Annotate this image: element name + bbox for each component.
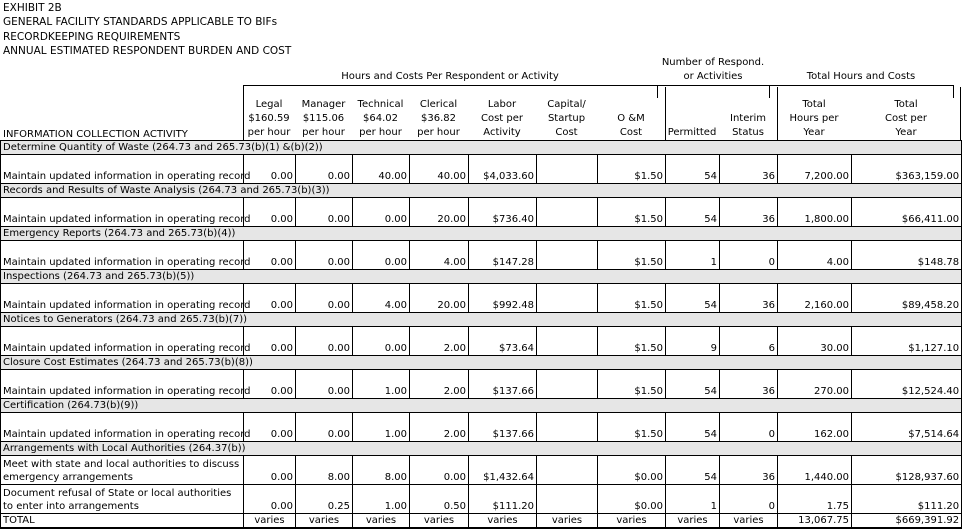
column-divider	[960, 87, 961, 141]
table-cell: $1,432.64	[469, 456, 537, 485]
table-cell: 0.00	[353, 241, 410, 270]
column-header-line: Total	[894, 99, 918, 110]
section-row	[1, 227, 962, 241]
table-cell	[537, 241, 598, 270]
column-header-line: Cost per	[480, 113, 524, 124]
column-header-line: $115.06	[302, 113, 345, 124]
table-cell: 36	[720, 155, 778, 184]
table-row	[1, 327, 962, 356]
table-cell: $669,391.92	[852, 514, 962, 529]
column-header	[665, 126, 719, 140]
column-header-line: Cost	[555, 127, 578, 138]
table-cell: 0.00	[296, 198, 353, 227]
section-row	[1, 270, 962, 284]
table-cell: 0.00	[244, 456, 296, 485]
table-cell: 0.00	[296, 241, 353, 270]
table-cell: $66,411.00	[852, 198, 962, 227]
table-cell: 0	[720, 241, 778, 270]
column-header-line: Startup	[547, 113, 586, 124]
column-header-line: Manager	[301, 99, 346, 110]
activity-label: Maintain updated information in operating record	[1, 155, 244, 184]
section-label: Records and Results of Waste Analysis (264.73 and 265.73(b)(3))	[1, 184, 962, 198]
table-cell: 0	[720, 413, 778, 442]
table-cell: $1.50	[598, 413, 666, 442]
table-cell: 162.00	[778, 413, 852, 442]
table-cell: 0.00	[296, 327, 353, 356]
table-cell: $148.78	[852, 241, 962, 270]
table-cell: 9	[666, 327, 720, 356]
table-cell: $363,159.00	[852, 155, 962, 184]
column-header-line: Legal	[255, 99, 283, 110]
table-cell: 0.00	[296, 155, 353, 184]
column-header-line: Capital/	[547, 99, 586, 110]
table-cell: 0.00	[244, 370, 296, 399]
table-cell: 1.00	[353, 370, 410, 399]
column-header-line: Interim	[730, 113, 766, 124]
table-cell: 8.00	[296, 456, 353, 485]
exhibit-subtitle-2: RECORDKEEPING REQUIREMENTS	[3, 30, 181, 43]
table-cell: 0.00	[244, 327, 296, 356]
table-row	[1, 198, 962, 227]
table-cell: 0.25	[296, 485, 353, 514]
column-divider	[665, 87, 666, 141]
table-cell: 20.00	[410, 198, 469, 227]
table-cell	[537, 370, 598, 399]
column-header	[409, 98, 468, 140]
group-header-totals: Total Hours and Costs	[806, 71, 916, 82]
column-header-line: Labor	[487, 99, 517, 110]
table-row	[1, 370, 962, 399]
table-cell: $736.40	[469, 198, 537, 227]
table-cell: 40.00	[353, 155, 410, 184]
section-row	[1, 141, 962, 155]
column-header-line: Clerical	[419, 99, 458, 110]
group-bracket-totals	[769, 85, 954, 98]
table-cell: 54	[666, 370, 720, 399]
column-header	[536, 98, 597, 140]
table-cell: $111.20	[469, 485, 537, 514]
activity-label: Maintain updated information in operating record	[1, 370, 244, 399]
table-cell	[537, 155, 598, 184]
table-cell: varies	[244, 514, 296, 529]
table-cell: $89,458.20	[852, 284, 962, 313]
table-cell: varies	[720, 514, 778, 529]
table-cell: 2,160.00	[778, 284, 852, 313]
column-header-line: per hour	[302, 127, 345, 138]
total-row	[1, 514, 962, 529]
column-header	[468, 98, 536, 140]
table-cell: 4.00	[778, 241, 852, 270]
column-header-line: Technical	[357, 99, 404, 110]
exhibit-title: EXHIBIT 2B	[3, 2, 62, 14]
table-cell: $992.48	[469, 284, 537, 313]
table-cell	[537, 284, 598, 313]
activity-label: Document refusal of State or local authorities to enter into arrangements	[1, 485, 244, 514]
table-cell: $0.00	[598, 456, 666, 485]
activity-label: TOTAL	[1, 514, 244, 529]
table-cell: $1.50	[598, 155, 666, 184]
column-header-line: Permitted	[667, 127, 717, 138]
table-cell: 0.00	[244, 284, 296, 313]
group-header-number-line2: or Activities	[683, 71, 743, 82]
table-row	[1, 413, 962, 442]
table-cell: $1,127.10	[852, 327, 962, 356]
section-row	[1, 356, 962, 370]
table-cell: 1	[666, 241, 720, 270]
table-cell: 1.00	[353, 485, 410, 514]
table-cell: 54	[666, 456, 720, 485]
column-header-line: Total	[802, 99, 826, 110]
group-header-hours-costs: Hours and Costs Per Respondent or Activity	[341, 71, 559, 82]
table-cell: 0.50	[410, 485, 469, 514]
table-cell: varies	[353, 514, 410, 529]
column-header-line: per hour	[247, 127, 291, 138]
table-cell: 54	[666, 198, 720, 227]
column-header-line: $160.59	[248, 113, 290, 124]
table-cell: 0.00	[353, 327, 410, 356]
table-cell: $4,033.60	[469, 155, 537, 184]
table-cell: 54	[666, 413, 720, 442]
table-row	[1, 241, 962, 270]
table-cell: 7,200.00	[778, 155, 852, 184]
table-cell: 0.00	[296, 370, 353, 399]
activity-label: Maintain updated information in operating record	[1, 284, 244, 313]
column-header-line: per hour	[359, 127, 402, 138]
table-cell: 4.00	[410, 241, 469, 270]
table-cell	[537, 413, 598, 442]
table-cell: 0.00	[244, 155, 296, 184]
section-label: Inspections (264.73 and 265.73(b)(5))	[1, 270, 962, 284]
table-cell: 13,067.75	[778, 514, 852, 529]
table-cell: $137.66	[469, 413, 537, 442]
table-cell: $1.50	[598, 370, 666, 399]
table-cell: 0.00	[244, 413, 296, 442]
table-cell: $111.20	[852, 485, 962, 514]
table-row	[1, 485, 962, 514]
column-header-line: $36.82	[421, 113, 456, 124]
table-cell: 1,800.00	[778, 198, 852, 227]
column-header	[295, 98, 352, 140]
table-cell: $1.50	[598, 327, 666, 356]
table-cell: 270.00	[778, 370, 852, 399]
table-cell: 0.00	[410, 456, 469, 485]
table-cell: $1.50	[598, 241, 666, 270]
table-cell: $137.66	[469, 370, 537, 399]
activity-column-header: INFORMATION COLLECTION ACTIVITY	[3, 129, 188, 140]
table-cell: 36	[720, 370, 778, 399]
column-header-line: per hour	[417, 127, 460, 138]
column-headers	[0, 99, 954, 141]
table-cell: 1.75	[778, 485, 852, 514]
column-divider	[777, 87, 778, 141]
table-cell: 54	[666, 284, 720, 313]
table-cell: $147.28	[469, 241, 537, 270]
group-header-number-line1: Number of Respond.	[661, 57, 765, 68]
column-header	[777, 98, 851, 140]
table-cell: 0.00	[296, 413, 353, 442]
table-cell: $1.50	[598, 198, 666, 227]
table-cell: 2.00	[410, 370, 469, 399]
table-cell: $7,514.64	[852, 413, 962, 442]
table-cell	[537, 485, 598, 514]
table-row	[1, 155, 962, 184]
column-header-line: O &M	[617, 113, 645, 124]
table-cell: varies	[666, 514, 720, 529]
table-cell: 54	[666, 155, 720, 184]
column-header-line: $64.02	[363, 113, 398, 124]
table-cell: 1,440.00	[778, 456, 852, 485]
section-row	[1, 313, 962, 327]
table-cell: 1	[666, 485, 720, 514]
column-header	[597, 112, 665, 140]
table-cell: 4.00	[353, 284, 410, 313]
column-header-line: Year	[895, 127, 917, 138]
table-cell: 0	[720, 485, 778, 514]
column-header	[243, 98, 295, 140]
section-label: Certification (264.73(b)(9))	[1, 399, 962, 413]
column-header-line: Status	[732, 127, 764, 138]
section-row	[1, 442, 962, 456]
exhibit-subtitle-3: ANNUAL ESTIMATED RESPONDENT BURDEN AND COST	[3, 44, 292, 57]
table-cell: 6	[720, 327, 778, 356]
section-row	[1, 399, 962, 413]
column-header-line: Activity	[483, 127, 521, 138]
table-cell: 8.00	[353, 456, 410, 485]
column-header-line: Cost	[619, 127, 643, 138]
column-header-line: Hours per	[789, 113, 839, 124]
activity-label: Meet with state and local authorities to discuss emergency arrangements	[1, 456, 244, 485]
table-cell: 36	[720, 284, 778, 313]
table-cell: $128,937.60	[852, 456, 962, 485]
table-cell: $1.50	[598, 284, 666, 313]
table-cell: varies	[296, 514, 353, 529]
table-cell: 0.00	[296, 284, 353, 313]
table-cell: $12,524.40	[852, 370, 962, 399]
table-cell: 0.00	[244, 485, 296, 514]
table-cell: varies	[598, 514, 666, 529]
table-cell	[537, 327, 598, 356]
table-row	[1, 284, 962, 313]
table-cell: 0.00	[244, 198, 296, 227]
column-header	[851, 98, 961, 140]
table-cell: varies	[410, 514, 469, 529]
activity-label: Maintain updated information in operating record	[1, 413, 244, 442]
column-header-line: Cost per	[884, 113, 928, 124]
table-cell: 0.00	[353, 198, 410, 227]
exhibit-subtitle-1: GENERAL FACILITY STANDARDS APPLICABLE TO BIFs	[3, 16, 278, 29]
table-cell: 20.00	[410, 284, 469, 313]
table-row	[1, 456, 962, 485]
table-cell: 2.00	[410, 413, 469, 442]
table-cell: $0.00	[598, 485, 666, 514]
section-label: Determine Quantity of Waste (264.73 and 265.73(b)(1) &(b)(2))	[1, 141, 962, 155]
table-cell: 36	[720, 198, 778, 227]
column-header	[352, 98, 409, 140]
group-bracket-number	[657, 85, 770, 98]
section-label: Arrangements with Local Authorities (264.37(b))	[1, 442, 962, 456]
section-label: Closure Cost Estimates (264.73 and 265.73(b)(8))	[1, 356, 962, 370]
table-cell	[537, 456, 598, 485]
column-header-line: Year	[803, 127, 825, 138]
column-header	[719, 112, 777, 140]
activity-label: Maintain updated information in operating record	[1, 327, 244, 356]
table-cell: varies	[537, 514, 598, 529]
column-divider	[243, 87, 244, 141]
table-cell: 2.00	[410, 327, 469, 356]
table-cell: 0.00	[244, 241, 296, 270]
activity-label: Maintain updated information in operating record	[1, 198, 244, 227]
table-cell	[537, 198, 598, 227]
table-cell: $73.64	[469, 327, 537, 356]
group-bracket-hours-costs	[243, 85, 658, 98]
burden-table	[0, 140, 960, 529]
table-cell: 30.00	[778, 327, 852, 356]
section-label: Notices to Generators (264.73 and 265.73(b)(7))	[1, 313, 962, 327]
exhibit-titles	[3, 1, 291, 58]
table-cell: 36	[720, 456, 778, 485]
table-cell: 1.00	[353, 413, 410, 442]
table-cell: 40.00	[410, 155, 469, 184]
activity-label: Maintain updated information in operating record	[1, 241, 244, 270]
section-row	[1, 184, 962, 198]
table-cell: varies	[469, 514, 537, 529]
section-label: Emergency Reports (264.73 and 265.73(b)(4))	[1, 227, 962, 241]
